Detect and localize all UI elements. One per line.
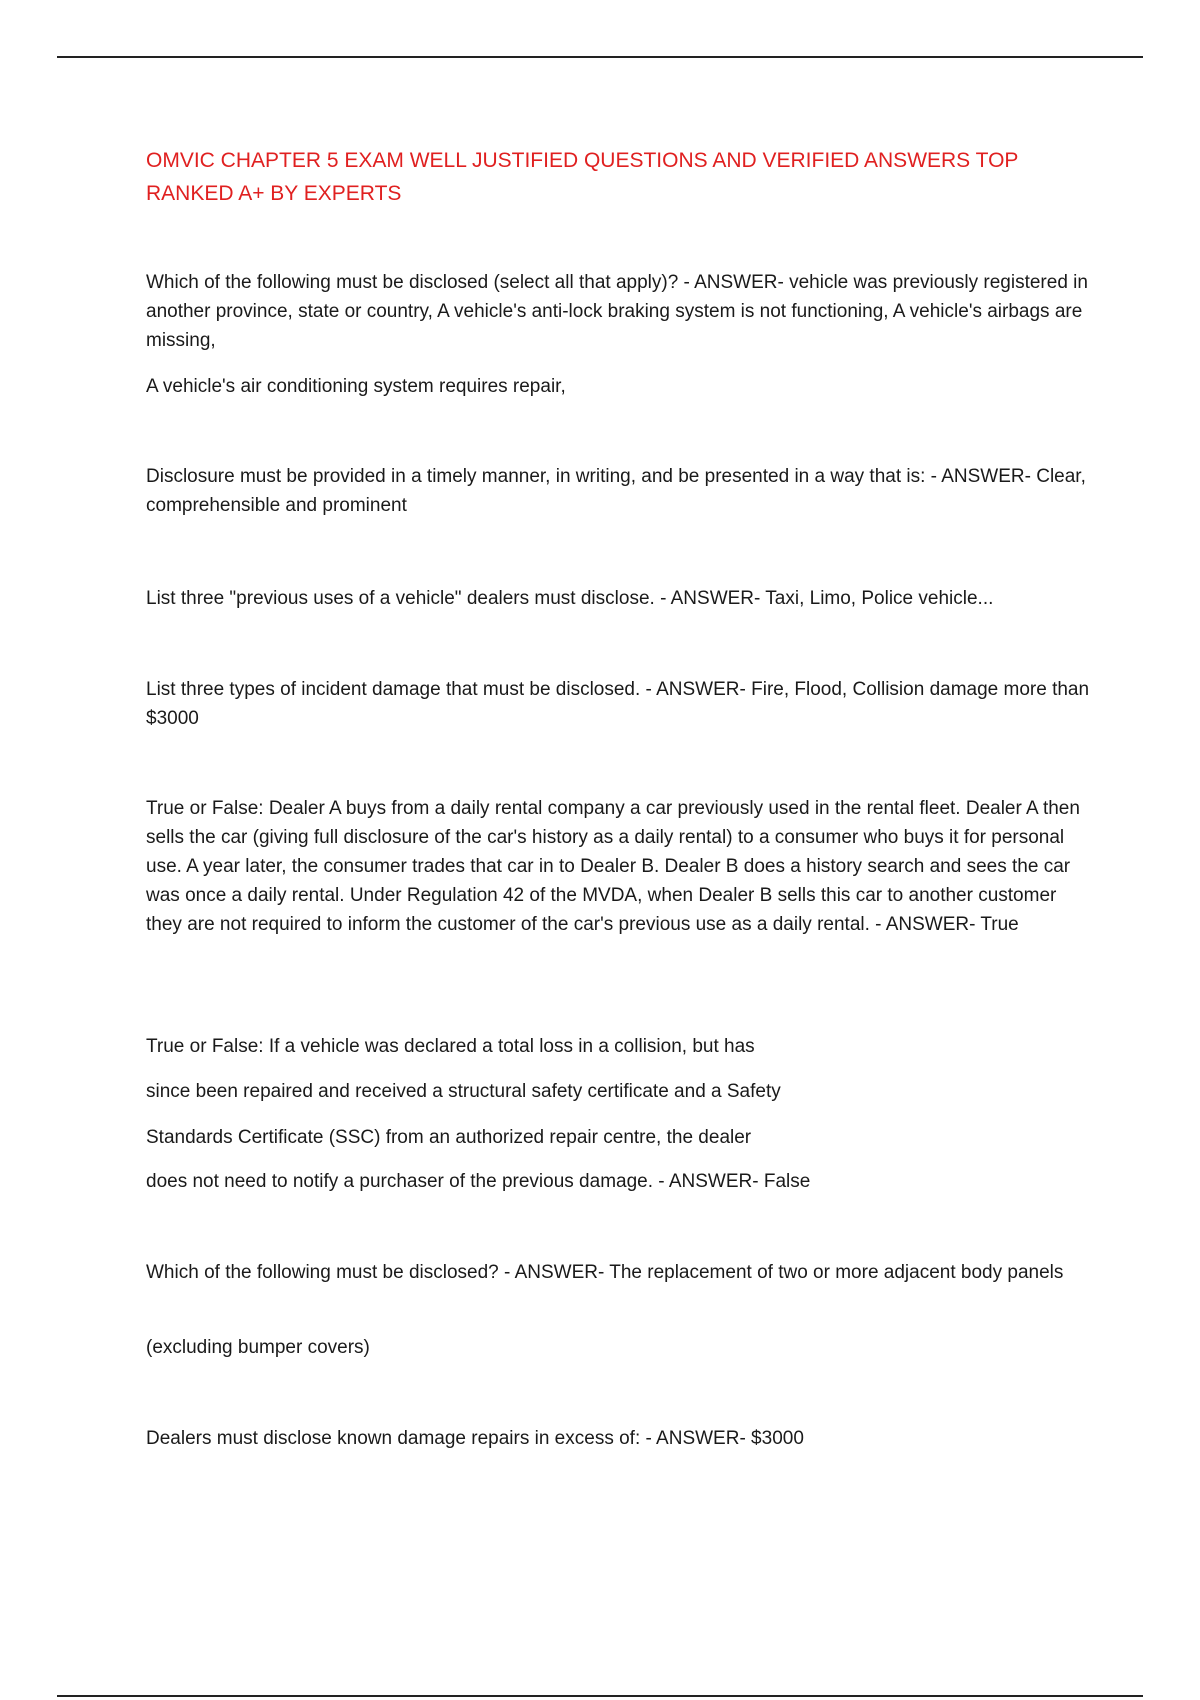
qa-paragraph-bumper-covers: (excluding bumper covers): [146, 1337, 370, 1358]
bottom-rule: [57, 1695, 1143, 1697]
qa-paragraph-total-loss-line-3: Standards Certificate (SSC) from an authorized repair centre, the dealer: [146, 1127, 752, 1148]
qa-paragraph-disclosure-manner: Disclosure must be provided in a timely manner, in writing, and be presented in a way that is: - ANSWER- Clear, comprehensible and prominent: [146, 466, 1086, 516]
qa-paragraph-damage-threshold: Dealers must disclose known damage repairs in excess of: - ANSWER- $3000: [146, 1428, 804, 1449]
qa-paragraph-previous-uses: List three "previous uses of a vehicle" dealers must disclose. - ANSWER- Taxi, Limo, Police vehicle...: [146, 588, 994, 609]
qa-paragraph-total-loss-line-4: does not need to notify a purchaser of the previous damage. - ANSWER- False: [146, 1171, 811, 1192]
qa-paragraph-total-loss-line-2: since been repaired and received a structural safety certificate and a Safety: [146, 1081, 781, 1102]
qa-paragraph-air-conditioning: A vehicle's air conditioning system requires repair,: [146, 376, 566, 397]
qa-paragraph-body-panels: Which of the following must be disclosed? - ANSWER- The replacement of two or more adjacent body panels: [146, 1262, 1064, 1283]
qa-paragraph-total-loss-line-1: True or False: If a vehicle was declared a total loss in a collision, but has: [146, 1036, 755, 1057]
qa-paragraph-disclosure-list: Which of the following must be disclosed (select all that apply)? - ANSWER- vehicle was previously registered in another province, state or country, A vehicle's anti-lock braking system is not functioning, A vehicle's airbags are missing,: [146, 272, 1088, 351]
top-rule: [57, 56, 1143, 58]
qa-paragraph-incident-damage: List three types of incident damage that must be disclosed. - ANSWER- Fire, Flood, Collision damage more than $3000: [146, 679, 1090, 729]
qa-paragraph-daily-rental: True or False: Dealer A buys from a daily rental company a car previously used in the rental fleet. Dealer A then sells the car (giving full disclosure of the car's history as a daily rental) to a consumer who buys it for personal use. A year later, the consumer trades that car in to Dealer B. Dealer B does a history search and sees the car was once a daily rental. Under Regulation 42 of the MVDA, when Dealer B sells this car to another customer they are not required to inform the customer of the car's previous use as a daily rental. - ANSWER- True: [146, 798, 1080, 935]
document-title: OMVIC CHAPTER 5 EXAM WELL JUSTIFIED QUESTIONS AND VERIFIED ANSWERS TOP RANKED A+ BY EXPERTS: [146, 149, 1019, 205]
